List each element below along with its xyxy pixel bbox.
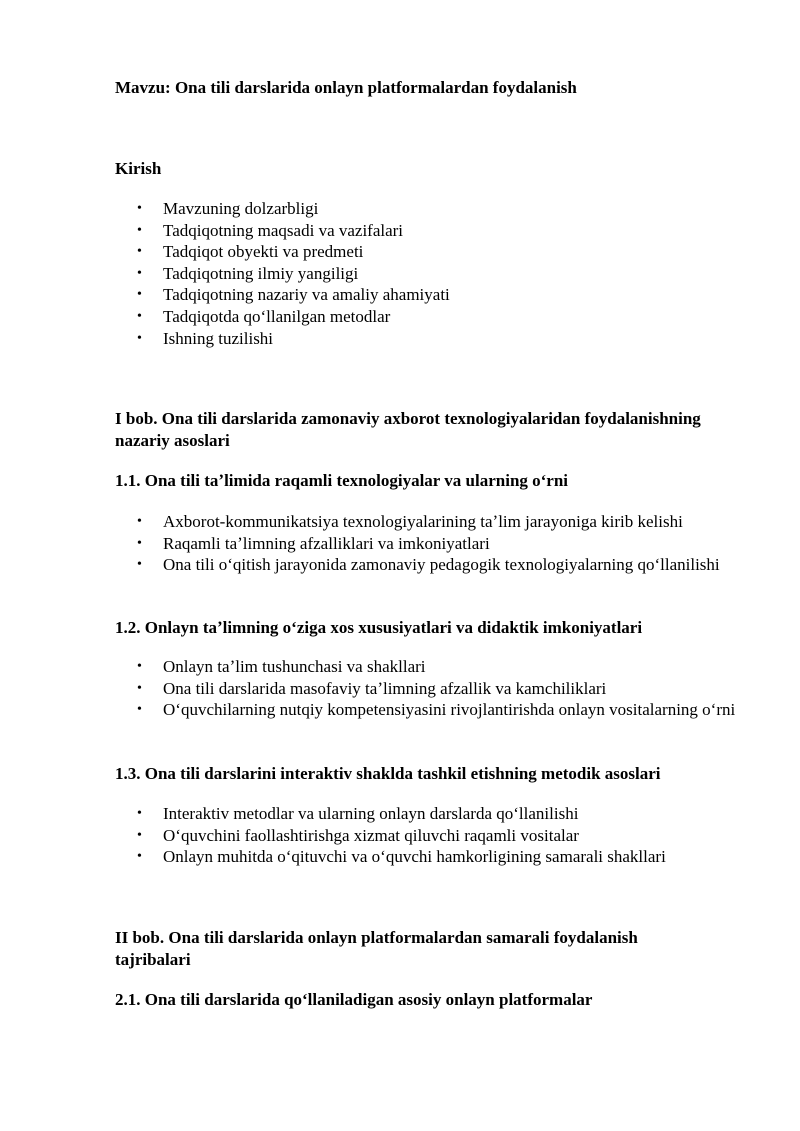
list-item: • Tadqiqotning nazariy va amaliy ahamiyati — [137, 285, 450, 305]
list-item: • Oʻquvchilarning nutqiy kompetensiyasini rivojlantirishda onlayn vositalarning oʻrni — [137, 700, 736, 720]
intro-heading: Kirish — [115, 159, 162, 178]
list-item: • Mavzuning dolzarbligi — [137, 199, 319, 218]
list-item: • Axborot-kommunikatsiya texnologiyalarining taʼlim jarayoniga kirib kelishi — [137, 512, 683, 531]
section-1-3-heading: 1.3. Ona tili darslarini interaktiv shaklda tashkil etishning metodik asoslari — [115, 764, 661, 783]
section-2-1-heading: 2.1. Ona tili darslarida qoʻllaniladigan asosiy onlayn platformalar — [115, 990, 593, 1009]
list-item: • Tadqiqotda qoʻllanilgan metodlar — [137, 306, 391, 326]
section-1-3-list — [115, 803, 666, 868]
list-item: • Tadqiqot obyekti va predmeti — [137, 242, 364, 262]
list-item: • Interaktiv metodlar va ularning onlayn darslarda qoʻllanilishi — [137, 804, 579, 823]
document-topic: Mavzu: Ona tili darslarida onlayn platformalardan foydalanish — [115, 78, 577, 97]
section-1-2-list — [115, 656, 743, 721]
bullet-icon: • — [137, 265, 142, 281]
list-item: • Oʻquvchini faollashtirishga xizmat qiluvchi raqamli vositalar — [137, 825, 579, 845]
section-1-1-list — [115, 511, 743, 576]
bullet-icon: • — [137, 308, 142, 324]
bullet-icon: • — [137, 849, 142, 865]
list-item: • Tadqiqotning maqsadi va vazifalari — [137, 220, 404, 240]
bullet-icon: • — [137, 330, 142, 346]
bullet-icon: • — [137, 514, 142, 529]
bullet-icon: • — [137, 680, 142, 696]
list-item: • Onlayn muhitda oʻqituvchi va oʻquvchi hamkorligining samarali shakllari — [137, 847, 666, 867]
list-item: • Ishning tuzilishi — [137, 328, 274, 348]
bullet-icon: • — [137, 702, 142, 718]
bullet-icon: • — [137, 557, 142, 573]
intro-list — [115, 198, 450, 349]
bullet-icon: • — [137, 287, 142, 303]
bullet-icon: • — [137, 244, 142, 260]
list-item: • Ona tili darslarida masofaviy taʼlimning afzallik va kamchiliklari — [137, 678, 607, 698]
section-1-1-heading: 1.1. Ona tili taʼlimida raqamli texnologiyalar va ularning oʻrni — [115, 471, 569, 490]
bullet-icon: • — [137, 201, 142, 216]
bullet-icon: • — [137, 659, 142, 674]
chapter1-heading: I bob. Ona tili darslarida zamonaviy axborot texnologiyalaridan foydalanishning nazariy asoslari — [115, 409, 701, 450]
bullet-icon: • — [137, 535, 142, 551]
section-1-2-heading: 1.2. Onlayn taʼlimning oʻziga xos xususiyatlari va didaktik imkoniyatlari — [115, 618, 643, 637]
bullet-icon: • — [137, 827, 142, 843]
bullet-icon: • — [137, 806, 142, 821]
list-item: • Tadqiqotning ilmiy yangiligi — [137, 263, 359, 283]
list-item: • Ona tili oʻqitish jarayonida zamonaviy pedagogik texnologiyalarning qoʻllanilishi — [137, 555, 720, 575]
list-item: • Onlayn taʼlim tushunchasi va shakllari — [137, 657, 426, 676]
list-item: • Raqamli taʼlimning afzalliklari va imkoniyatlari — [137, 533, 490, 553]
bullet-icon: • — [137, 222, 142, 238]
chapter2-heading: II bob. Ona tili darslarida onlayn platformalardan samarali foydalanish tajribalari — [115, 928, 638, 969]
